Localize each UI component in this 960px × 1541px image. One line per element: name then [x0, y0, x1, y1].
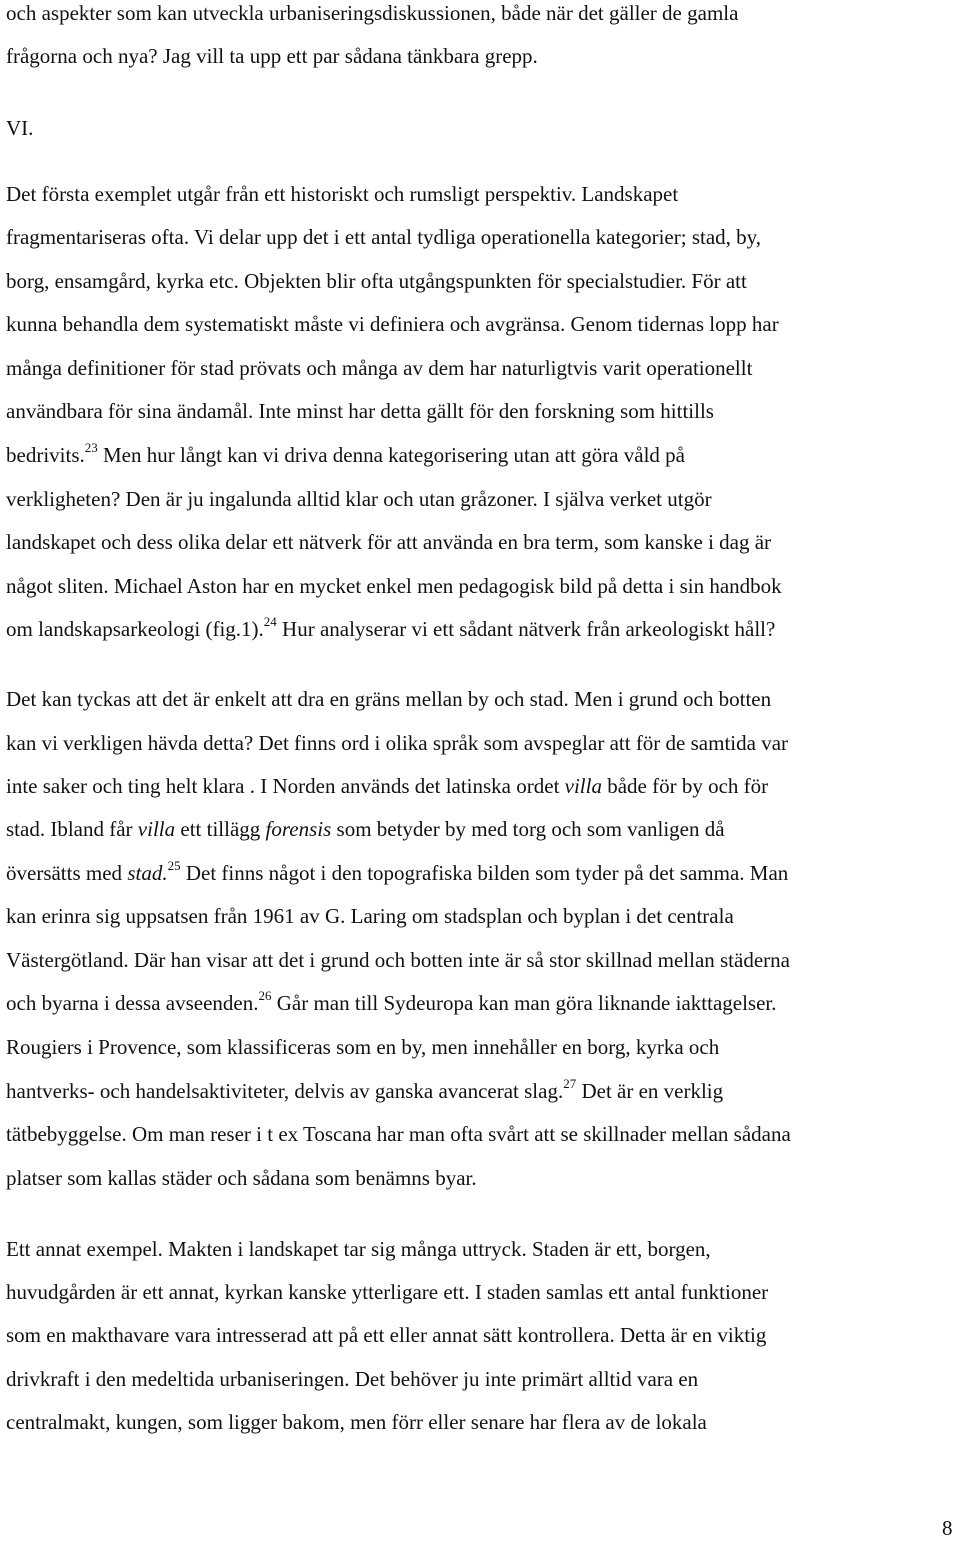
line-segment: ett tillägg: [175, 817, 266, 841]
text-line: Västergötland. Där han visar att det i grund och botten inte är så stor skillnad mellan städerna: [6, 948, 790, 972]
text-line: [6, 1078, 723, 1104]
text-line: [6, 990, 777, 1016]
text-line: [6, 616, 775, 642]
text-line: Ett annat exempel. Makten i landskapet tar sig många uttryck. Staden är ett, borgen,: [6, 1237, 711, 1261]
text-line: borg, ensamgård, kyrka etc. Objekten blir ofta utgångspunkten för specialstudier. För att: [6, 269, 747, 293]
text-line: många definitioner för stad prövats och många av dem har naturligtvis varit operationellt: [6, 356, 753, 380]
line-segment: Det finns något i den topografiska bilden som tyder på det samma. Man: [180, 861, 789, 885]
text-line: [6, 816, 725, 842]
line-segment: som betyder by med torg och som vanligen då: [331, 817, 725, 841]
page-number: 8: [942, 1516, 953, 1540]
text-line: kunna behandla dem systematiskt måste vi definiera och avgränsa. Genom tidernas lopp har: [6, 312, 779, 336]
text-line: som en makthavare vara intresserad att på ett eller annat sätt kontrollera. Detta är en viktig: [6, 1323, 767, 1347]
text-line: verkligheten? Den är ju ingalunda alltid klar och utan gråzoner. I själva verket utgör: [6, 487, 712, 511]
line-segment: om landskapsarkeologi (fig.1).: [6, 617, 264, 641]
line-segment: både för by och för: [601, 774, 769, 798]
footnote-ref: 26: [258, 988, 272, 1003]
text-line: [6, 860, 788, 886]
text-line: [6, 773, 768, 799]
line-segment: översätts med: [6, 861, 128, 885]
footnote-ref: 23: [84, 440, 98, 455]
italic-term: villa: [564, 774, 602, 798]
line-segment: Det är en verklig: [576, 1079, 724, 1103]
line-segment: och byarna i dessa avseenden.: [6, 991, 259, 1015]
text-line: Det första exemplet utgår från ett historiskt och rumsligt perspektiv. Landskapet: [6, 182, 679, 206]
text-line: och aspekter som kan utveckla urbaniseringsdiskussionen, både när det gäller de gamla: [6, 1, 739, 25]
text-line: Det kan tyckas att det är enkelt att dra en gräns mellan by och stad. Men i grund och botten: [6, 687, 772, 711]
text-line: landskapet och dess olika delar ett nätverk för att använda en bra term, som kanske i dag är: [6, 530, 772, 554]
footnote-ref: 24: [263, 614, 277, 629]
line-segment: Men hur långt kan vi driva denna kategorisering utan att göra våld på: [97, 443, 685, 467]
footnote-ref: 25: [167, 858, 181, 873]
italic-term: villa: [137, 817, 176, 841]
line-segment: stad. Ibland får: [6, 817, 138, 841]
footnote-ref: 27: [563, 1076, 577, 1091]
text-line: Rougiers i Provence, som klassificeras som en by, men innehåller en borg, kyrka och: [6, 1035, 720, 1059]
text-line: fragmentariseras ofta. Vi delar upp det i ett antal tydliga operationella kategorier; stad, by,: [6, 225, 762, 249]
text-line: drivkraft i den medeltida urbaniseringen. Det behöver ju inte primärt alltid vara en: [6, 1367, 699, 1391]
line-segment: Hur analyserar vi ett sådant nätverk från arkeologiskt håll?: [276, 617, 776, 641]
text-line: centralmakt, kungen, som ligger bakom, men förr eller senare har flera av de lokala: [6, 1410, 707, 1434]
text-line: användbara för sina ändamål. Inte minst har detta gällt för den forskning som hittills: [6, 399, 714, 423]
line-segment: Går man till Sydeuropa kan man göra liknande iakttagelser.: [271, 991, 777, 1015]
text-line: huvudgården är ett annat, kyrkan kanske ytterligare ett. I staden samlas ett antal funktioner: [6, 1280, 769, 1304]
text-line: [6, 442, 685, 468]
italic-term: stad.: [127, 861, 168, 885]
line-segment: hantverks- och handelsaktiviteter, delvis av ganska avancerat slag.: [6, 1079, 564, 1103]
text-line: kan vi verkligen hävda detta? Det finns ord i olika språk som avspeglar att för de samtida var: [6, 731, 789, 755]
section-heading: VI.: [6, 116, 34, 140]
text-line: frågorna och nya? Jag vill ta upp ett par sådana tänkbara grepp.: [6, 44, 538, 68]
text-line: något sliten. Michael Aston har en mycket enkel men pedagogisk bild på detta i sin handbok: [6, 574, 782, 598]
text-line: platser som kallas städer och sådana som benämns byar.: [6, 1166, 477, 1190]
text-line: kan erinra sig uppsatsen från 1961 av G. Laring om stadsplan och byplan i det centrala: [6, 904, 734, 928]
line-segment: inte saker och ting helt klara . I Norden används det latinska ordet: [6, 774, 565, 798]
line-segment: bedrivits.: [6, 443, 85, 467]
text-line: tätbebyggelse. Om man reser i t ex Toscana har man ofta svårt att se skillnader mellan sådana: [6, 1122, 791, 1146]
italic-term: forensis: [265, 817, 332, 841]
